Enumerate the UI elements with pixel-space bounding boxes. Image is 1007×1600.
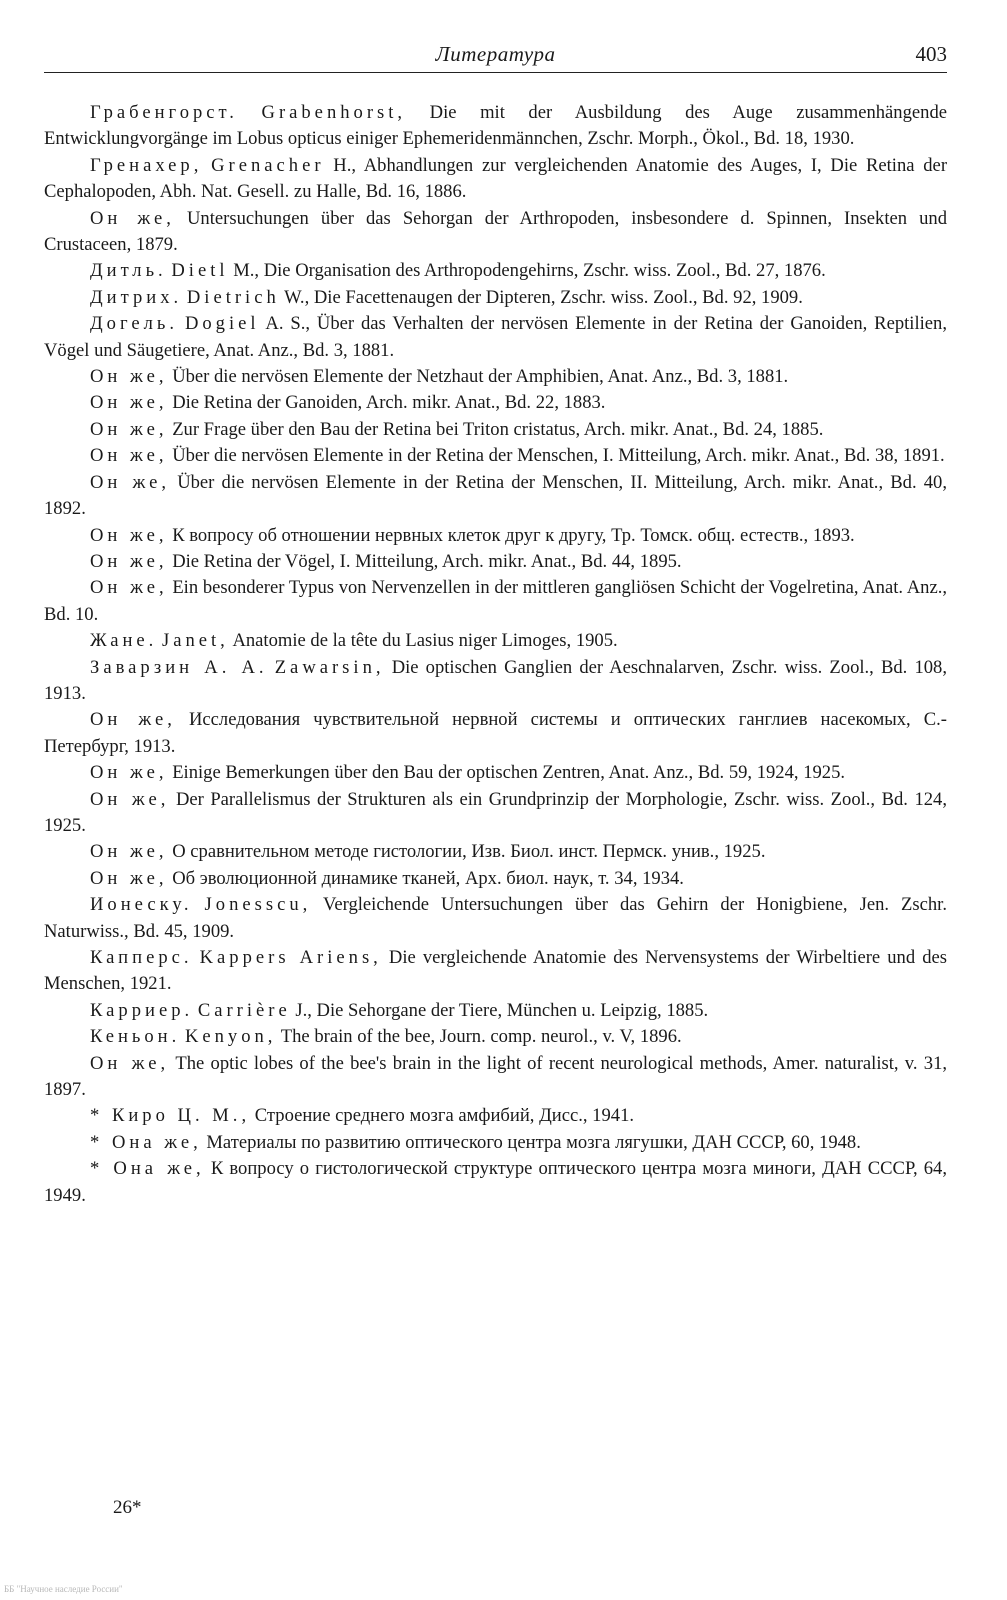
entry-text: H., Abhandlungen zur vergleichenden Anatomie des Auges, I, Die Retina der Cephalopoden, Abh. Nat. Gesell. zu Halle, Bd. 16, 1886. (44, 154, 948, 203)
entry-author-latin: Carrière (197, 999, 291, 1021)
page-number: 403 (915, 42, 947, 66)
entry-author: Дитрих. (90, 286, 183, 308)
bibliography-entry (44, 100, 947, 153)
entry-author: Гренахер, (90, 154, 203, 176)
entry-author: Заварзин А. А. (90, 656, 268, 678)
bibliography-entry (44, 417, 947, 443)
entry-text: Zur Frage über den Bau der Retina bei Triton cristatus, Arch. mikr. Anat., Bd. 24, 1885. (172, 418, 824, 440)
entry-author: Он же, (90, 445, 168, 467)
entry-author: Кеньон. (90, 1026, 181, 1048)
entry-text: Строение среднего мозга амфибий, Дисс., 1941. (254, 1105, 635, 1127)
entry-text: Anatomie de la tête du Lasius niger Limoges, 1905. (232, 630, 618, 652)
bibliography-entry (44, 1051, 947, 1104)
entry-text: К вопросу об отношении нервных клеток друг к другу, Тр. Томск. общ. естеств., 1893. (172, 524, 855, 546)
entry-author: Он же, (90, 709, 176, 731)
entry-text: The brain of the bee, Journ. comp. neurol., v. V, 1896. (280, 1026, 682, 1048)
bibliography-entry (44, 153, 947, 206)
bibliography-entry (44, 390, 947, 416)
bibliography-entry (44, 760, 947, 786)
entry-author: Он же, (90, 471, 171, 493)
entry-author: Он же, (90, 1052, 170, 1074)
entry-author: Он же, (90, 577, 168, 599)
entry-author: * Киро Ц. М., (90, 1105, 251, 1127)
entry-text: M., Die Organisation des Arthropodengehirns, Zschr. wiss. Zool., Bd. 27, 1876. (233, 260, 826, 282)
entry-text: Die Retina der Ganoiden, Arch. mikr. Anat., Bd. 22, 1883. (172, 392, 606, 414)
watermark: ББ "Научное наследие России" (4, 1584, 123, 1594)
bibliography-entry (44, 575, 947, 628)
entry-text: Über die nervösen Elemente in der Retina der Menschen, I. Mitteilung, Arch. mikr. Anat., Bd. 38, 1891. (172, 445, 945, 467)
bibliography-entry (44, 998, 947, 1024)
entry-author-latin: Grenacher (211, 154, 325, 176)
entry-author: Грабенгорст. (90, 102, 238, 123)
bibliography-entry (44, 549, 947, 575)
entry-text: Исследования чувствительной нервной системы и оптических ганглиев насекомых, С.-Петербург, 1913. (44, 709, 948, 757)
entry-author: Дитль. (90, 260, 167, 282)
entry-author: Он же, (90, 524, 168, 546)
entry-author: Он же, (90, 788, 170, 810)
entry-author: Он же, (90, 366, 168, 388)
entry-author: * Она же, (90, 1158, 205, 1180)
entry-text: О сравнительном методе гистологии, Изв. Биол. инст. Пермск. унив., 1925. (172, 841, 766, 863)
entry-author-latin: Kenyon, (184, 1026, 277, 1048)
bibliography-entry (44, 470, 947, 523)
entry-author: Жане. (90, 630, 158, 652)
bibliography-entry (44, 945, 947, 998)
entry-author: Карриер. (90, 999, 194, 1021)
bibliography-entry (44, 655, 947, 708)
entry-text: The optic lobes of the bee's brain in the light of recent neurological methods, Amer. naturalist, v. 31, 1897. (44, 1052, 948, 1101)
entry-author-latin: Zawarsin, (274, 656, 385, 678)
bibliography-entry (44, 206, 947, 259)
bibliography-entry (44, 364, 947, 390)
entry-author-latin: Dogiel (184, 313, 260, 335)
entry-text: Über die nervösen Elemente der Netzhaut der Amphibien, Anat. Anz., Bd. 3, 1881. (172, 366, 789, 388)
entry-author: Догель. (90, 313, 179, 335)
entry-author-latin: Jonesscu, (204, 894, 312, 916)
entry-author: Он же, (90, 550, 168, 572)
entry-author-latin: Grabenhorst, (261, 102, 407, 123)
entry-text: W., Die Facettenaugen der Dipteren, Zschr. wiss. Zool., Bd. 92, 1909. (284, 286, 803, 308)
entry-text: Die vergleichende Anatomie des Nervensystems der Wirbeltiere und des Menschen, 1921. (44, 947, 947, 995)
bibliography-entry (44, 311, 947, 364)
bibliography-entry (44, 892, 947, 945)
entry-author-latin: Kappers Ariens, (199, 947, 382, 968)
header-title: Литература (435, 42, 556, 66)
entry-author: Он же, (90, 762, 168, 784)
entry-text: Der Parallelismus der Strukturen als ein Grundprinzip der Morphologie, Zschr. wiss. Zool., Bd. 124, 1925. (44, 788, 947, 836)
entry-text: Untersuchungen über das Sehorgan der Arthropoden, insbesondere d. Spinnen, Insekten und Crustaceen, 1879. (44, 207, 947, 256)
bibliography-list (44, 100, 947, 1209)
bibliography-entry (44, 707, 947, 760)
bibliography-entry (44, 523, 947, 549)
bibliography-entry (44, 1156, 947, 1209)
entry-author-latin: Dietrich (186, 286, 280, 308)
entry-text: A. S., Über das Verhalten der nervösen Elemente in der Retina der Ganoiden, Reptilien, Vögel und Säugetiere, Anat. Anz., Bd. 3, 1881. (44, 313, 947, 361)
bibliography-entry (44, 443, 947, 469)
entry-text: Die optischen Ganglien der Aeschnalarven, Zschr. wiss. Zool., Bd. 108, 1913. (44, 656, 947, 704)
bibliography-entry (44, 1130, 947, 1156)
entry-text: Vergleichende Untersuchungen über das Gehirn der Honigbiene, Jen. Zschr. Naturwiss., Bd. 45, 1909. (44, 894, 947, 942)
entry-text: К вопросу о гистологической структуре оптического центра мозга миноги, ДАН СССР, 64, 1949. (44, 1158, 947, 1206)
entry-text: Об эволюционной динамике тканей, Арх. биол. наук, т. 34, 1934. (172, 867, 684, 889)
entry-author: Он же, (90, 841, 168, 863)
entry-text: Über die nervösen Elemente in der Retina der Menschen, II. Mitteilung, Arch. mikr. Anat., Bd. 40, 1892. (44, 471, 947, 520)
entry-author: Ионеску. (90, 894, 193, 916)
entry-author: Он же, (90, 418, 168, 440)
entry-text: Ein besonderer Typus von Nervenzellen in der mittleren gangliösen Schicht der Vogelretina, Anat. Anz., Bd. 10. (44, 577, 947, 625)
bibliography-entry (44, 839, 947, 865)
entry-text: J., Die Sehorgane der Tiere, München u. Leipzig, 1885. (295, 999, 709, 1021)
bibliography-entry (44, 866, 947, 892)
bibliography-entry (44, 285, 947, 311)
entry-author-latin: Janet, (161, 630, 229, 652)
entry-author: * Она же, (90, 1131, 202, 1153)
bibliography-entry (44, 258, 947, 284)
entry-text: Материалы по развитию оптического центра мозга лягушки, ДАН СССР, 60, 1948. (206, 1131, 861, 1153)
entry-author: Он же, (90, 207, 175, 229)
entry-author: Он же, (90, 867, 168, 889)
entry-author: Капперс. (90, 947, 193, 968)
entry-author-latin: Dietl (171, 260, 229, 282)
running-header (44, 36, 947, 73)
signature-mark: 26* (113, 1497, 142, 1518)
entry-text: Die mit der Ausbildung des Auge zusammenhängende Entwicklungvorgänge im Lobus opticus einiger Ephemeridenmännchen, Zschr. Morph., Ökol., Bd. 18, 1930. (44, 102, 947, 150)
bibliography-entry (44, 1024, 947, 1050)
entry-text: Die Retina der Vögel, I. Mitteilung, Arch. mikr. Anat., Bd. 44, 1895. (172, 550, 682, 572)
bibliography-entry (44, 1103, 947, 1129)
bibliography-entry (44, 787, 947, 840)
entry-author: Он же, (90, 392, 168, 414)
bibliography-entry (44, 628, 947, 654)
entry-text: Einige Bemerkungen über den Bau der optischen Zentren, Anat. Anz., Bd. 59, 1924, 1925. (172, 762, 846, 784)
